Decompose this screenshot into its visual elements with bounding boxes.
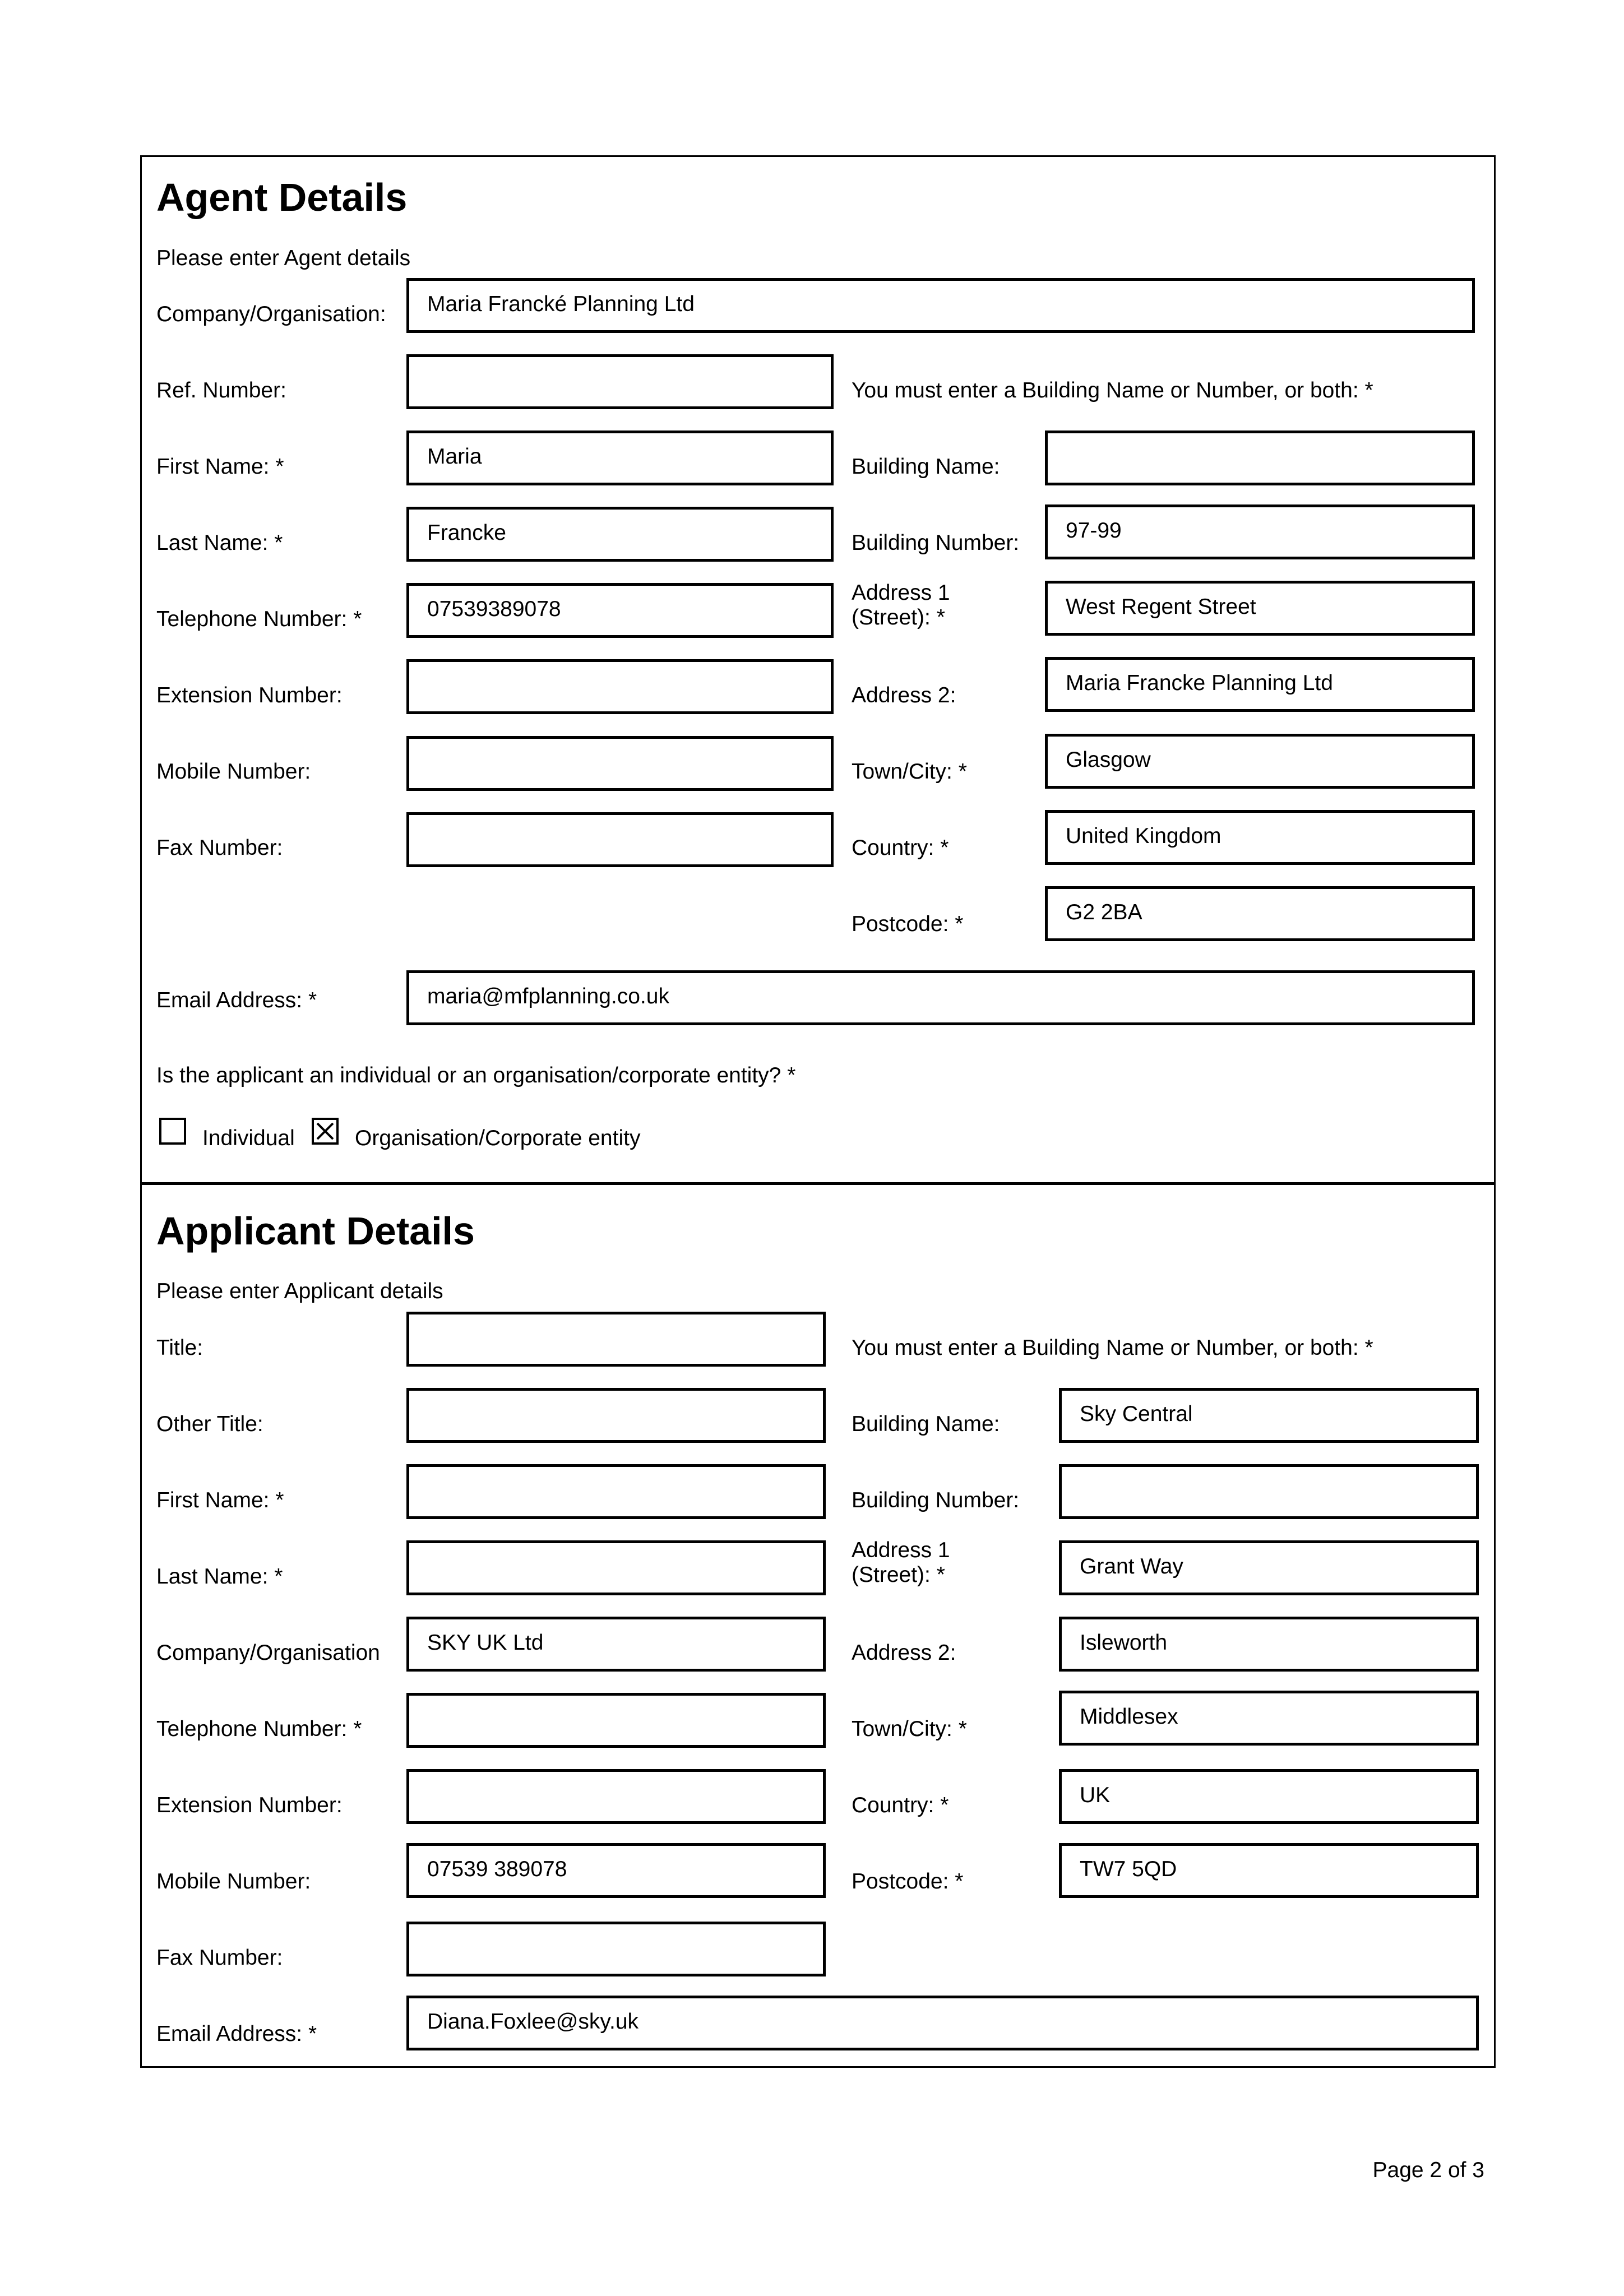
organisation-label: Organisation/Corporate entity bbox=[355, 1126, 641, 1150]
applicant-last-name-label: Last Name: * bbox=[156, 1564, 283, 1589]
agent-company-label: Company/Organisation: bbox=[156, 302, 386, 326]
organisation-checkbox[interactable] bbox=[312, 1118, 339, 1145]
agent-ref-field[interactable] bbox=[406, 354, 834, 409]
agent-telephone-label: Telephone Number: * bbox=[156, 607, 362, 631]
agent-building-number-field[interactable]: 97-99 bbox=[1045, 504, 1475, 559]
applicant-postcode-label: Postcode: * bbox=[852, 1869, 964, 1894]
agent-last-name-field[interactable]: Francke bbox=[406, 507, 834, 562]
applicant-other-title-label: Other Title: bbox=[156, 1412, 263, 1436]
agent-company-field[interactable]: Maria Francké Planning Ltd bbox=[406, 278, 1475, 333]
applicant-address1-field[interactable]: Grant Way bbox=[1059, 1540, 1479, 1595]
agent-first-name-field[interactable]: Maria bbox=[406, 430, 834, 485]
agent-first-name-label: First Name: * bbox=[156, 455, 284, 479]
applicant-email-label: Email Address: * bbox=[156, 2022, 317, 2046]
applicant-address2-field[interactable]: Isleworth bbox=[1059, 1617, 1479, 1672]
agent-details-intro: Please enter Agent details bbox=[156, 246, 411, 270]
applicant-town-field[interactable]: Middlesex bbox=[1059, 1691, 1479, 1746]
applicant-building-name-label: Building Name: bbox=[852, 1412, 1000, 1436]
applicant-telephone-label: Telephone Number: * bbox=[156, 1717, 362, 1741]
applicant-country-label: Country: * bbox=[852, 1793, 949, 1817]
applicant-town-label: Town/City: * bbox=[852, 1717, 967, 1741]
agent-address2-field[interactable]: Maria Francke Planning Ltd bbox=[1045, 657, 1475, 712]
individual-checkbox[interactable] bbox=[159, 1118, 186, 1145]
agent-extension-field[interactable] bbox=[406, 659, 834, 714]
agent-details-heading: Agent Details bbox=[156, 175, 408, 219]
applicant-title-label: Title: bbox=[156, 1336, 203, 1360]
agent-address1-label-line2: (Street): * bbox=[852, 605, 945, 629]
applicant-postcode-field[interactable]: TW7 5QD bbox=[1059, 1843, 1479, 1898]
applicant-title-field[interactable] bbox=[406, 1312, 826, 1367]
agent-last-name-label: Last Name: * bbox=[156, 531, 283, 555]
agent-building-note: You must enter a Building Name or Number, or both: * bbox=[852, 378, 1373, 402]
applicant-type-question: Is the applicant an individual or an organisation/corporate entity? * bbox=[156, 1063, 796, 1087]
agent-telephone-field[interactable]: 07539389078 bbox=[406, 583, 834, 638]
applicant-first-name-label: First Name: * bbox=[156, 1488, 284, 1512]
agent-extension-label: Extension Number: bbox=[156, 683, 343, 707]
agent-country-label: Country: * bbox=[852, 836, 949, 860]
applicant-details-heading: Applicant Details bbox=[156, 1209, 475, 1253]
agent-postcode-field[interactable]: G2 2BA bbox=[1045, 886, 1475, 941]
applicant-email-field[interactable]: Diana.Foxlee@sky.uk bbox=[406, 1996, 1479, 2050]
agent-fax-label: Fax Number: bbox=[156, 836, 283, 860]
applicant-mobile-label: Mobile Number: bbox=[156, 1869, 311, 1894]
applicant-company-field[interactable]: SKY UK Ltd bbox=[406, 1617, 826, 1672]
agent-address1-label bbox=[852, 581, 950, 630]
applicant-address1-label bbox=[852, 1538, 950, 1587]
applicant-mobile-field[interactable]: 07539 389078 bbox=[406, 1843, 826, 1898]
applicant-company-label: Company/Organisation bbox=[156, 1641, 380, 1665]
applicant-building-number-field[interactable] bbox=[1059, 1464, 1479, 1519]
applicant-address2-label: Address 2: bbox=[852, 1641, 956, 1665]
agent-postcode-label: Postcode: * bbox=[852, 912, 964, 936]
applicant-address1-label-line1: Address 1 bbox=[852, 1538, 950, 1562]
agent-ref-label: Ref. Number: bbox=[156, 378, 286, 402]
agent-mobile-label: Mobile Number: bbox=[156, 760, 311, 784]
applicant-building-note: You must enter a Building Name or Number, or both: * bbox=[852, 1336, 1373, 1360]
checkbox-cross-icon bbox=[314, 1120, 336, 1142]
applicant-extension-field[interactable] bbox=[406, 1769, 826, 1824]
applicant-other-title-field[interactable] bbox=[406, 1388, 826, 1443]
applicant-details-intro: Please enter Applicant details bbox=[156, 1279, 443, 1303]
agent-mobile-field[interactable] bbox=[406, 736, 834, 791]
agent-town-label: Town/City: * bbox=[852, 760, 967, 784]
applicant-fax-field[interactable] bbox=[406, 1922, 826, 1976]
agent-town-field[interactable]: Glasgow bbox=[1045, 734, 1475, 789]
agent-building-name-label: Building Name: bbox=[852, 455, 1000, 479]
agent-address1-label-line1: Address 1 bbox=[852, 581, 950, 605]
agent-building-number-label: Building Number: bbox=[852, 531, 1020, 555]
agent-country-field[interactable]: United Kingdom bbox=[1045, 810, 1475, 865]
agent-address2-label: Address 2: bbox=[852, 683, 956, 707]
section-divider bbox=[140, 1182, 1496, 1185]
applicant-fax-label: Fax Number: bbox=[156, 1946, 283, 1970]
agent-email-label: Email Address: * bbox=[156, 988, 317, 1012]
agent-address1-field[interactable]: West Regent Street bbox=[1045, 581, 1475, 636]
agent-building-name-field[interactable] bbox=[1045, 430, 1475, 485]
applicant-extension-label: Extension Number: bbox=[156, 1793, 343, 1817]
applicant-telephone-field[interactable] bbox=[406, 1693, 826, 1748]
applicant-building-number-label: Building Number: bbox=[852, 1488, 1020, 1512]
applicant-country-field[interactable]: UK bbox=[1059, 1769, 1479, 1824]
agent-fax-field[interactable] bbox=[406, 812, 834, 867]
agent-email-field[interactable]: maria@mfplanning.co.uk bbox=[406, 970, 1475, 1025]
applicant-last-name-field[interactable] bbox=[406, 1540, 826, 1595]
applicant-first-name-field[interactable] bbox=[406, 1464, 826, 1519]
individual-label: Individual bbox=[202, 1126, 295, 1150]
applicant-building-name-field[interactable]: Sky Central bbox=[1059, 1388, 1479, 1443]
page-number: Page 2 of 3 bbox=[1372, 2158, 1484, 2182]
applicant-address1-label-line2: (Street): * bbox=[852, 1563, 945, 1587]
